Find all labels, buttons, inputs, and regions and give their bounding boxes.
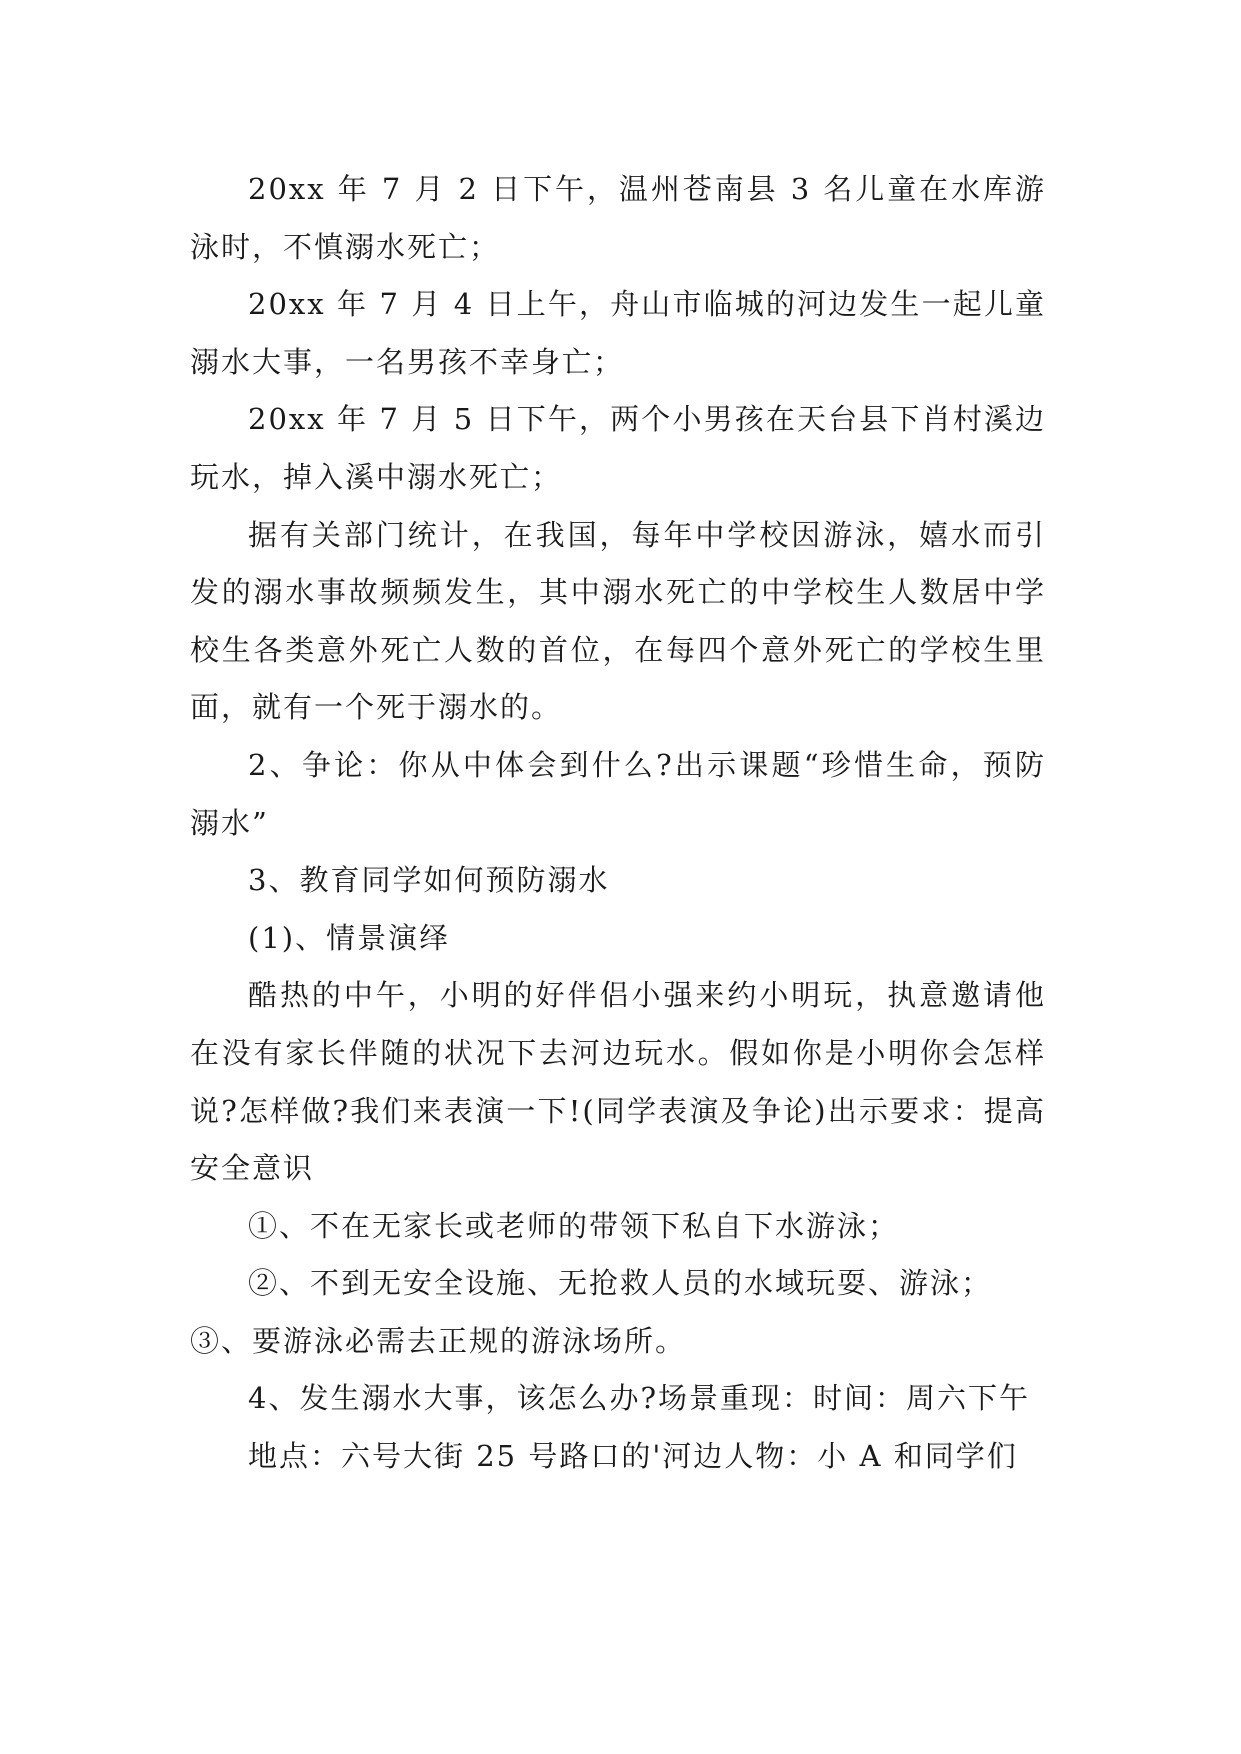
paragraph-subsection-1-heading: (1)、情景演绎	[248, 920, 451, 955]
paragraph-scenario: 酷热的中午，小明的好伴侣小强来约小明玩，执意邀请他在没有家长伴随的状况下去河边玩水。假如你是小明你会怎样说?怎样做?我们来表演一下!(同学表演及争论)出示要求：提高安全意识	[190, 978, 1046, 1186]
paragraph-rule-2: ②、不到无安全设施、无抢救人员的水域玩耍、游泳；	[248, 1266, 993, 1301]
paragraph-location: 地点：六号大街 25 号路口的'河边人物：小 A 和同学们	[248, 1439, 1018, 1474]
paragraph-rule-1: ①、不在无家长或老师的带领下私自下水游泳；	[248, 1208, 900, 1243]
paragraph-incident-2: 20xx 年 7 月 4 日上午，舟山市临城的河边发生一起儿童溺水大事，一名男孩不幸身亡；	[190, 287, 1046, 379]
paragraph-incident-3: 20xx 年 7 月 5 日下午，两个小男孩在天台县下肖村溪边玩水，掉入溪中溺水死亡；	[190, 402, 1046, 494]
paragraph-section-3-heading: 3、教育同学如何预防溺水	[248, 863, 610, 898]
paragraph-section-4-heading: 4、发生溺水大事，该怎么办?场景重现：时间：周六下午	[248, 1381, 1030, 1416]
paragraph-statistics: 据有关部门统计，在我国，每年中学校因游泳，嬉水而引发的溺水事故频频发生，其中溺水死亡的中学校生人数居中学校生各类意外死亡人数的首位，在每四个意外死亡的学校生里面，就有一个死于溺水的。	[190, 517, 1046, 725]
document-body	[190, 161, 1046, 1486]
paragraph-rule-3: ③、要游泳必需去正规的游泳场所。	[190, 1323, 687, 1358]
paragraph-discussion: 2、争论：你从中体会到什么?出示课题“珍惜生命，预防溺水”	[190, 747, 1046, 840]
paragraph-incident-1: 20xx 年 7 月 2 日下午，温州苍南县 3 名儿童在水库游泳时，不慎溺水死亡；	[190, 172, 1046, 264]
